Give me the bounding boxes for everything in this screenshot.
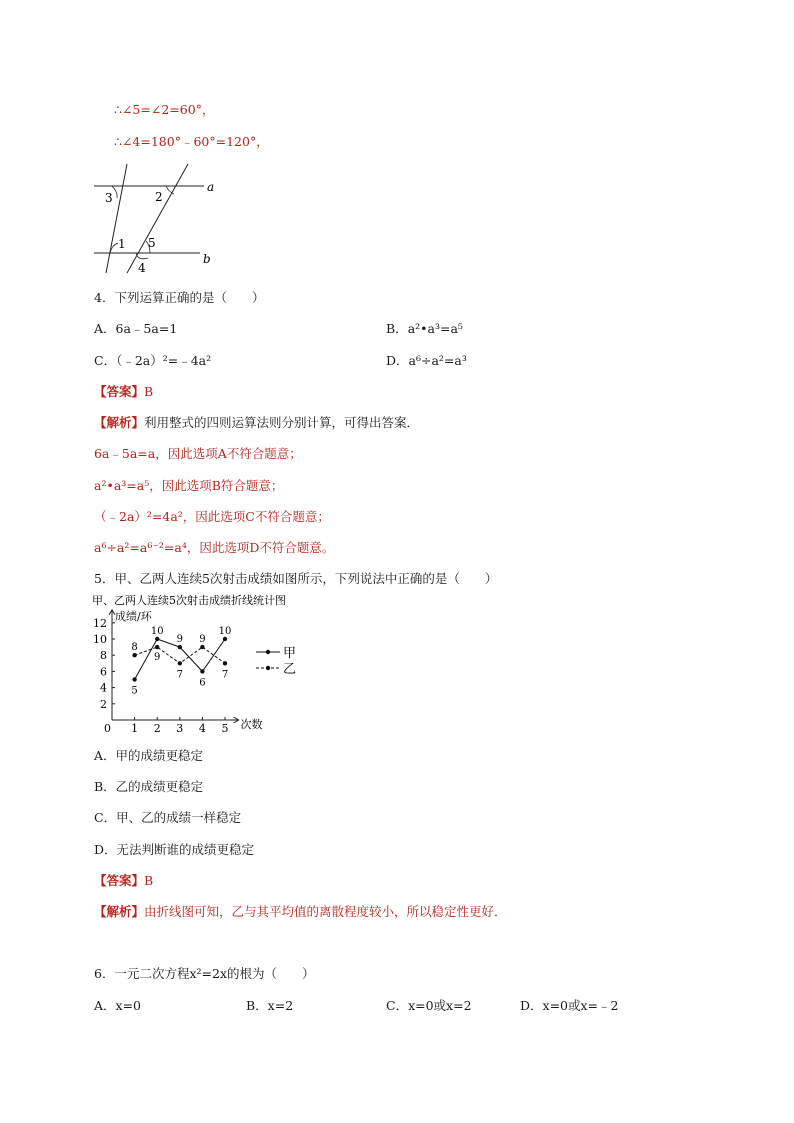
line-b-label: b (203, 252, 211, 266)
y-tick-label: 6 (100, 665, 107, 679)
legend-label: 甲 (283, 646, 297, 661)
q4-analysis: 【解析】利用整式的四则运算法则分别计算，可得出答案． (94, 415, 420, 430)
chart-title: 甲、乙两人连续5次射击成绩折线统计图 (92, 594, 286, 607)
y-tick-label: 4 (100, 681, 107, 695)
data-point (178, 661, 182, 665)
x-tick-label: 5 (221, 722, 229, 735)
data-label: 6 (199, 677, 206, 689)
solution-line-angle5: ∴∠5=∠2=60°， (114, 102, 215, 117)
angle-2-label: 2 (155, 190, 163, 204)
q4-step-4: a⁶÷a²=a⁶⁻²=a⁴，因此选项D不符合题意。 (94, 540, 335, 555)
x-tick-label: 1 (131, 722, 139, 735)
q5-option-d: D．无法判断谁的成绩更稳定 (94, 842, 255, 857)
q4-step-2: a²•a³=a⁵，因此选项B符合题意； (94, 478, 284, 493)
angle-4-label: 4 (138, 261, 146, 275)
data-label: 10 (218, 626, 232, 637)
x-tick-label: 3 (176, 722, 184, 735)
line-a-label: a (207, 180, 215, 194)
y-axis-label: 成绩/环 (115, 609, 152, 623)
data-point (223, 637, 227, 641)
data-point (132, 653, 136, 657)
origin-label: 0 (104, 722, 111, 735)
y-tick-label: 2 (100, 697, 107, 711)
q4-option-a: A．6a﹣5a=1 (94, 321, 178, 336)
legend-marker (266, 650, 270, 654)
x-tick-label: 4 (198, 722, 206, 735)
angle-1-label: 1 (118, 237, 126, 251)
q6-option-a: A．x=0 (94, 998, 142, 1013)
data-label: 9 (154, 652, 161, 664)
q4-stem: 4．下列运算正确的是（ ） (94, 290, 265, 305)
data-point (223, 661, 227, 665)
data-label: 9 (176, 634, 183, 646)
q6-option-c: C．x=0或x=2 (386, 998, 472, 1013)
q5-stem: 5．甲、乙两人连续5次射击成绩如图所示，下列说法中正确的是（ ） (94, 571, 498, 586)
q4-step-3: （﹣2a）²=4a²，因此选项C不符合题意； (94, 509, 330, 524)
shooting-score-line-chart (88, 590, 308, 740)
solution-line-angle4: ∴∠4=180°﹣60°=120°， (114, 134, 269, 149)
data-label: 10 (150, 626, 164, 637)
q6-option-d: D．x=0或x=﹣2 (520, 998, 619, 1013)
data-label: 8 (131, 642, 138, 654)
q4-option-c: C．（﹣2a）²=﹣4a² (94, 353, 212, 368)
q4-answer: 【答案】B (94, 384, 154, 399)
data-point (155, 637, 159, 641)
data-label: 7 (221, 669, 229, 681)
y-tick-label: 12 (93, 616, 107, 630)
q6-option-b: B．x=2 (246, 998, 294, 1013)
q6-stem: 6．一元二次方程x²=2x的根为（ ） (94, 966, 315, 981)
data-point (200, 669, 204, 673)
data-label: 5 (131, 685, 138, 697)
legend-marker (266, 666, 270, 670)
data-label: 9 (199, 634, 206, 646)
y-tick-label: 10 (93, 633, 107, 646)
q5-option-b: B．乙的成绩更稳定 (94, 779, 204, 794)
x-axis-label: 次数 (240, 718, 263, 731)
x-tick-label: 2 (153, 722, 161, 735)
q4-step-1: 6a﹣5a=a，因此选项A不符合题意； (94, 446, 302, 461)
data-point (132, 677, 136, 681)
angle-3-label: 3 (105, 191, 113, 205)
q5-option-c: C．甲、乙的成绩一样稳定 (94, 810, 242, 825)
data-point (200, 645, 204, 649)
parallel-lines-figure (90, 158, 220, 278)
q5-analysis: 【解析】由折线图可知，乙与其平均值的离散程度较小，所以稳定性更好． (94, 904, 507, 919)
q5-option-a: A．甲的成绩更稳定 (94, 748, 204, 763)
angle-5-label: 5 (148, 236, 156, 250)
q5-answer: 【答案】B (94, 873, 154, 888)
data-point (178, 645, 182, 649)
legend-label: 乙 (283, 662, 297, 677)
data-point (155, 645, 159, 649)
y-tick-label: 8 (100, 649, 107, 663)
data-label: 7 (176, 669, 183, 681)
q4-option-b: B．a²•a³=a⁵ (386, 321, 463, 336)
q4-option-d: D．a⁶÷a²=a³ (386, 353, 467, 368)
